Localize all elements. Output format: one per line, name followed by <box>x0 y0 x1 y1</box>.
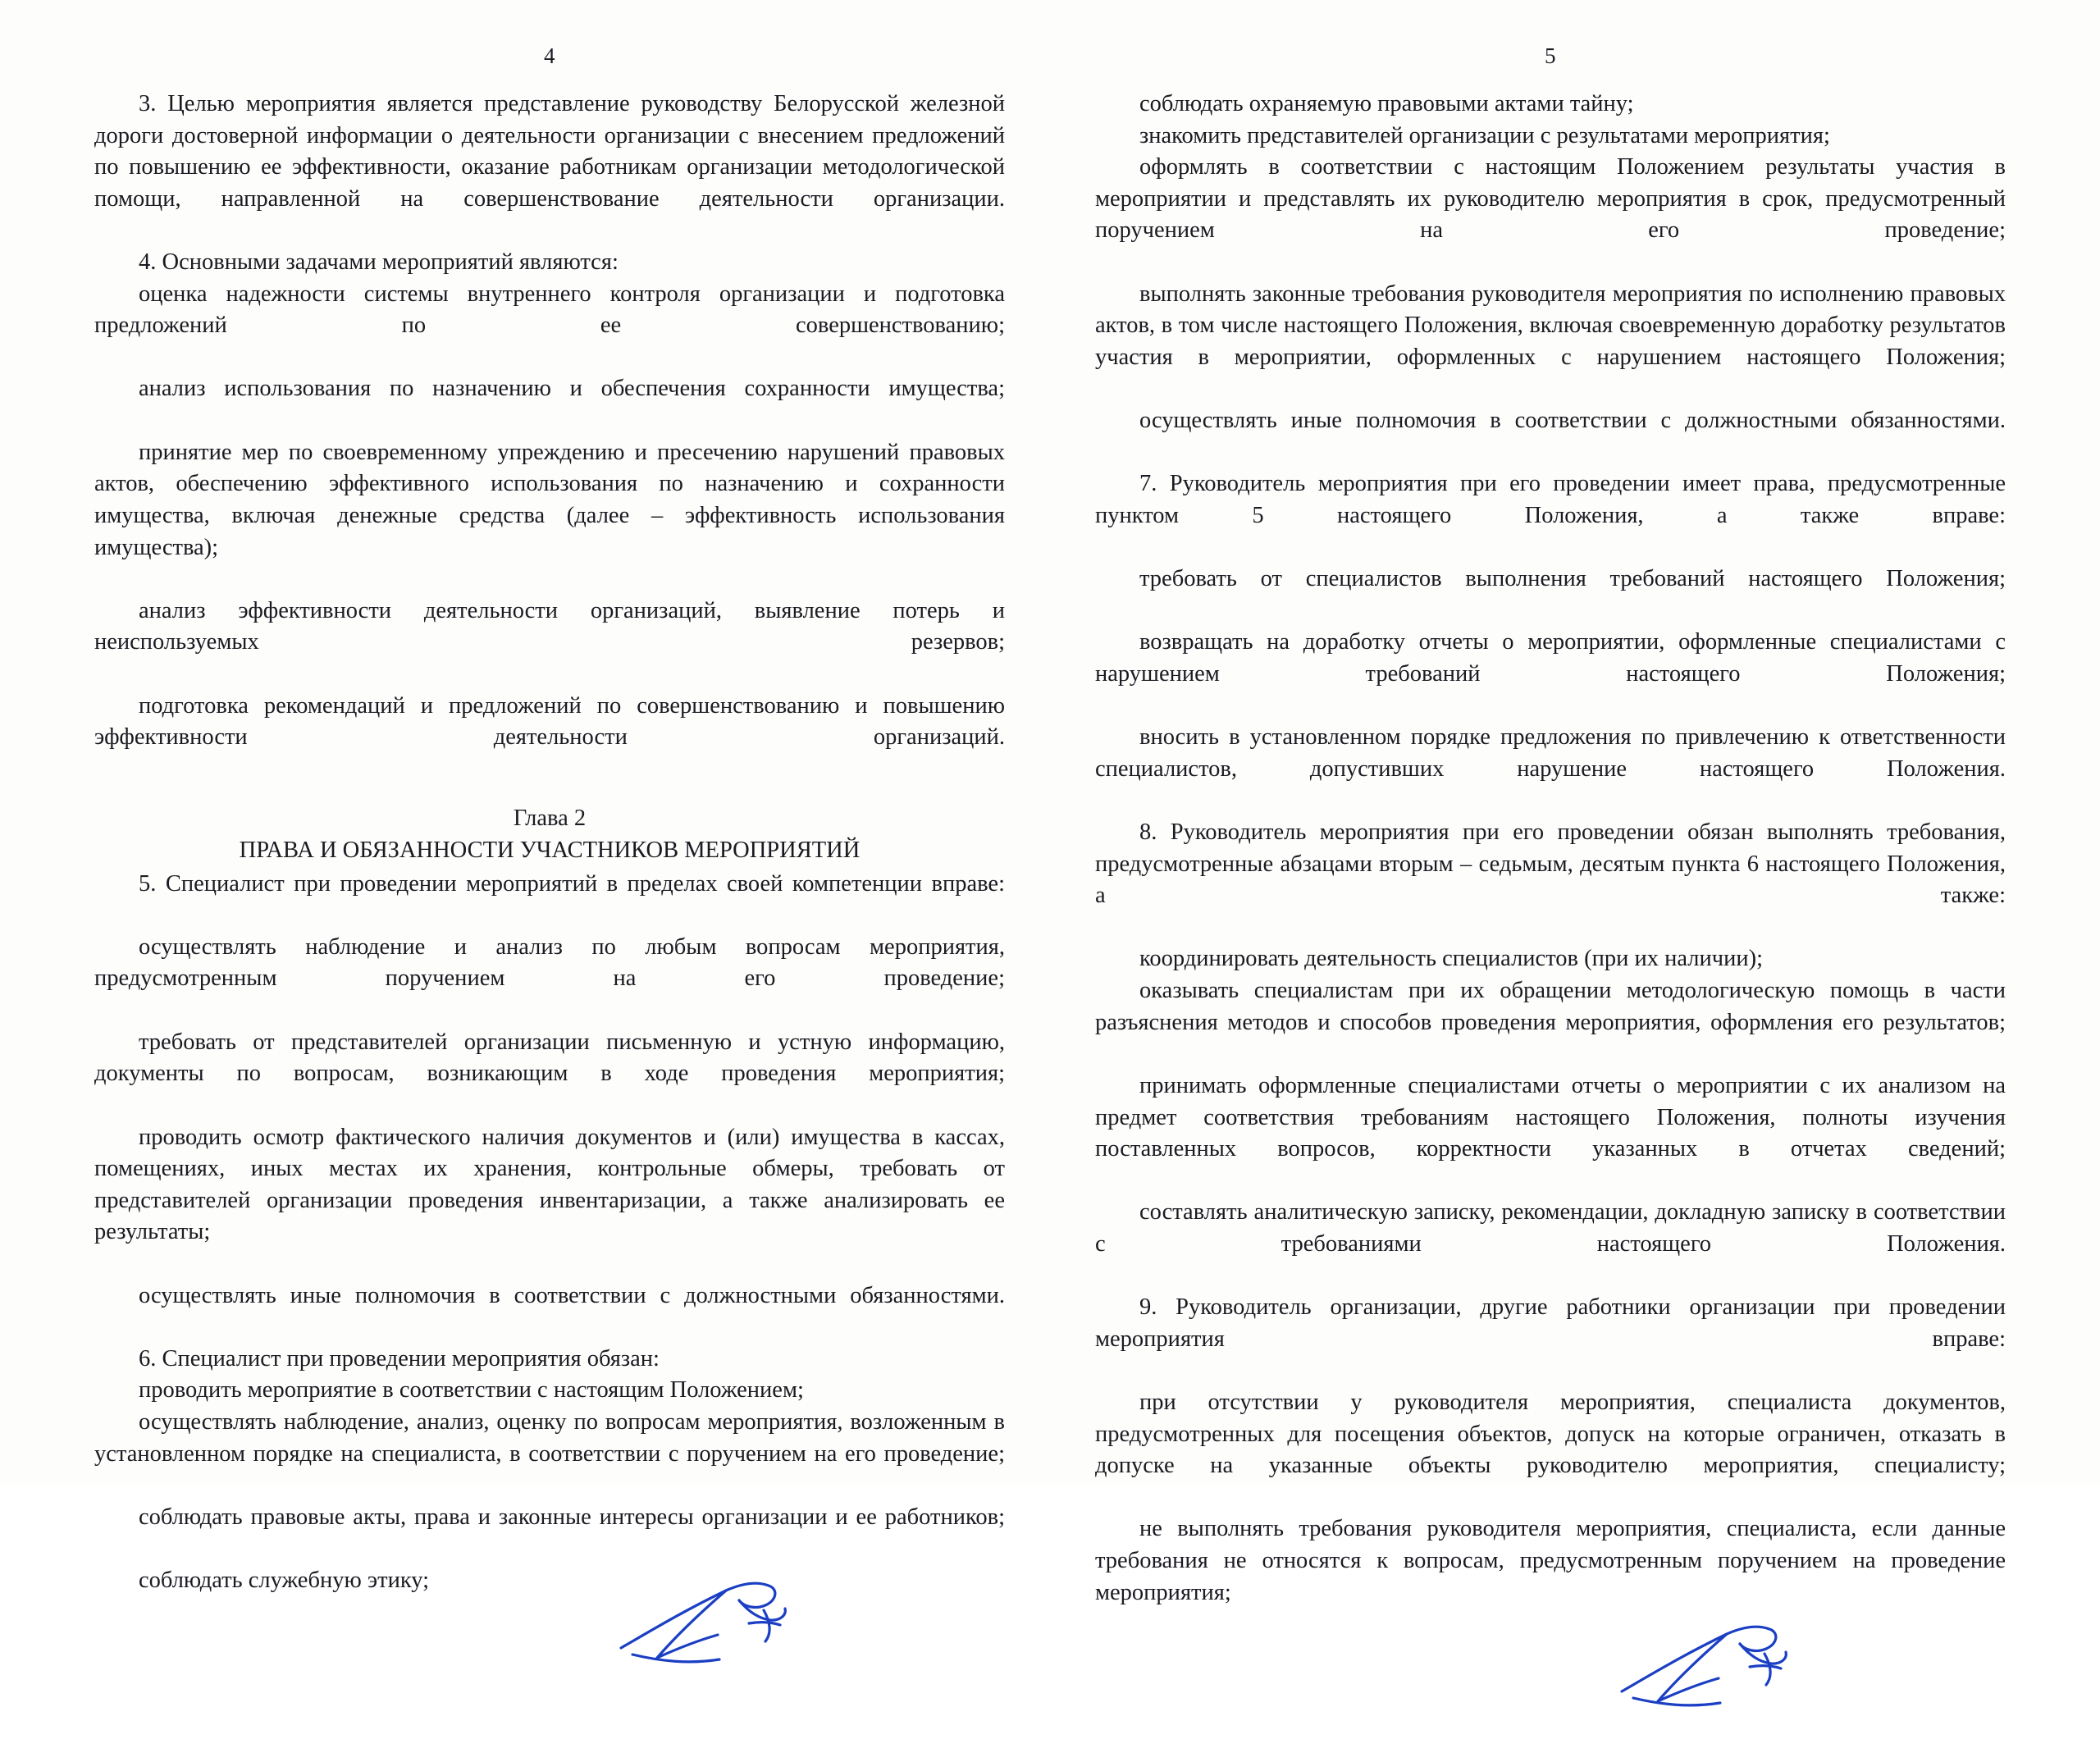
page-number-right: 5 <box>1545 43 1556 68</box>
paragraph: требовать от специалистов выполнения требований настоящего Положения; <box>1139 566 2006 592</box>
paragraph: анализ использования по назначению и обеспечения сохранности имущества; <box>139 376 1005 402</box>
page-left <box>49 43 1050 1594</box>
page-number-left: 4 <box>544 43 555 68</box>
paragraph: составлять аналитическую записку, рекомендации, докладную записку в соответствии с требованиями настоящего Положения. <box>1095 1199 2006 1257</box>
paragraph: 6. Специалист при проведении мероприятия обязан: <box>139 1345 660 1372</box>
paragraph: требовать от представителей организации письменную и устную информацию, документы по вопросам, возникающим в ходе проведения мероприятия; <box>94 1029 1005 1087</box>
paragraph: принимать оформленные специалистами отчеты о мероприятии с их анализом на предмет соответствия требованиям настоящего Положения, полноты изучения поставленных вопросов, корректности указанных в отчетах сведений; <box>1095 1072 2006 1162</box>
paragraph: анализ эффективности деятельности организаций, выявление потерь и неиспользуемых резервов; <box>94 597 1005 655</box>
paragraph: при отсутствии у руководителя мероприятия, специалиста документов, предусмотренных для посещения объектов, допуск на которые ограничен, отказать в допуске на указанные объекты руководителю мероприятия, специалисту; <box>1095 1389 2006 1479</box>
paragraph: вносить в установленном порядке предложения по привлечению к ответственности специалистов, допустивших нарушение настоящего Положения. <box>1095 724 2006 782</box>
chapter-label: Глава 2 <box>513 806 587 832</box>
paragraph: осуществлять наблюдение, анализ, оценку по вопросам мероприятия, возложенным в установленном порядке на специалиста, в соответствии с поручением на его проведение; <box>94 1408 1005 1467</box>
chapter-title: ПРАВА И ОБЯЗАННОСТИ УЧАСТНИКОВ МЕРОПРИЯТИЙ <box>239 838 861 864</box>
paragraph: 5. Специалист при проведении мероприятий в пределах своей компетенции вправе: <box>139 870 1005 897</box>
paragraph: осуществлять наблюдение и анализ по любым вопросам мероприятия, предусмотренным поручением на его проведение; <box>94 933 1005 992</box>
paragraph: оценка надежности системы внутреннего контроля организации и подготовка предложений по ее совершенствованию; <box>94 281 1005 339</box>
paragraph: 4. Основными задачами мероприятий являются: <box>139 249 619 276</box>
paragraph: оказывать специалистам при их обращении методологическую помощь в части разъяснения методов и способов проведения мероприятия, оформления его результатов; <box>1095 978 2006 1035</box>
paragraph: подготовка рекомендаций и предложений по совершенствованию и повышению эффективности деятельности организаций. <box>94 692 1005 751</box>
paragraph: выполнять законные требования руководителя мероприятия по исполнению правовых актов, в том числе настоящего Положения, включая своевременную доработку результатов участия в мероприятии, оформленных с нарушением настоящего Положения; <box>1095 281 2006 370</box>
paragraph: возвращать на доработку отчеты о мероприятии, оформленные специалистами с нарушением требований настоящего Положения; <box>1095 629 2006 687</box>
paragraph: соблюдать охраняемую правовыми актами тайну; <box>1139 91 1634 116</box>
page-left-body <box>94 89 1005 1597</box>
paragraph: 7. Руководитель мероприятия при его проведении имеет права, предусмотренные пунктом 5 настоящего Положения, а также вправе: <box>1095 471 2006 528</box>
paragraph: соблюдать служебную этику; <box>139 1568 430 1594</box>
paragraph: 3. Целью мероприятия является представление руководству Белорусской железной дороги достоверной информации о деятельности организации с внесением предложений по повышению ее эффективности, оказание работникам организации методологической помощи, направленной на совершенствование деятельности организации. <box>94 91 1005 212</box>
paragraph: знакомить представителей организации с результатами мероприятия; <box>1139 122 1830 148</box>
paragraph: осуществлять иные полномочия в соответствии с должностными обязанностями. <box>139 1282 1005 1308</box>
page-right-body <box>1095 89 2006 1641</box>
page-right <box>1050 43 2051 1605</box>
paragraph: 8. Руководитель мероприятия при его проведении обязан выполнять требования, предусмотренные абзацами вторым – седьмым, десятым пункта 6 настоящего Положения, а также: <box>1095 819 2006 909</box>
paragraph: оформлять в соответствии с настоящим Положением результаты участия в мероприятии и представлять их руководителю мероприятия в срок, предусмотренный поручением на его проведение; <box>1095 154 2006 244</box>
paragraph: не выполнять требования руководителя мероприятия, специалиста, если данные требования не относятся к вопросам, предусмотренным поручением на проведение мероприятия; <box>1095 1516 2006 1605</box>
paragraph: осуществлять иные полномочия в соответствии с должностными обязанностями. <box>1139 408 2006 434</box>
paragraph: координировать деятельность специалистов (при их наличии); <box>1139 946 1763 972</box>
paragraph: соблюдать правовые акты, права и законные интересы организации и ее работников; <box>139 1504 1005 1530</box>
paragraph: проводить мероприятие в соответствии с настоящим Положением; <box>139 1377 804 1404</box>
paragraph: 9. Руководитель организации, другие работники организации при проведении мероприятия вправе: <box>1095 1294 2006 1352</box>
paragraph: проводить осмотр фактического наличия документов и (или) имущества в кассах, помещениях, иных местах их хранения, контрольные обмеры, требовать от представителей организации проведения инвентаризации, а также анализировать ее результаты; <box>94 1124 1005 1245</box>
paragraph: принятие мер по своевременному упреждению и пресечению нарушений правовых актов, обеспечению эффективного использования по назначению и сохранности имущества, включая денежные средства (далее – эффективность использования имущества); <box>94 439 1005 560</box>
